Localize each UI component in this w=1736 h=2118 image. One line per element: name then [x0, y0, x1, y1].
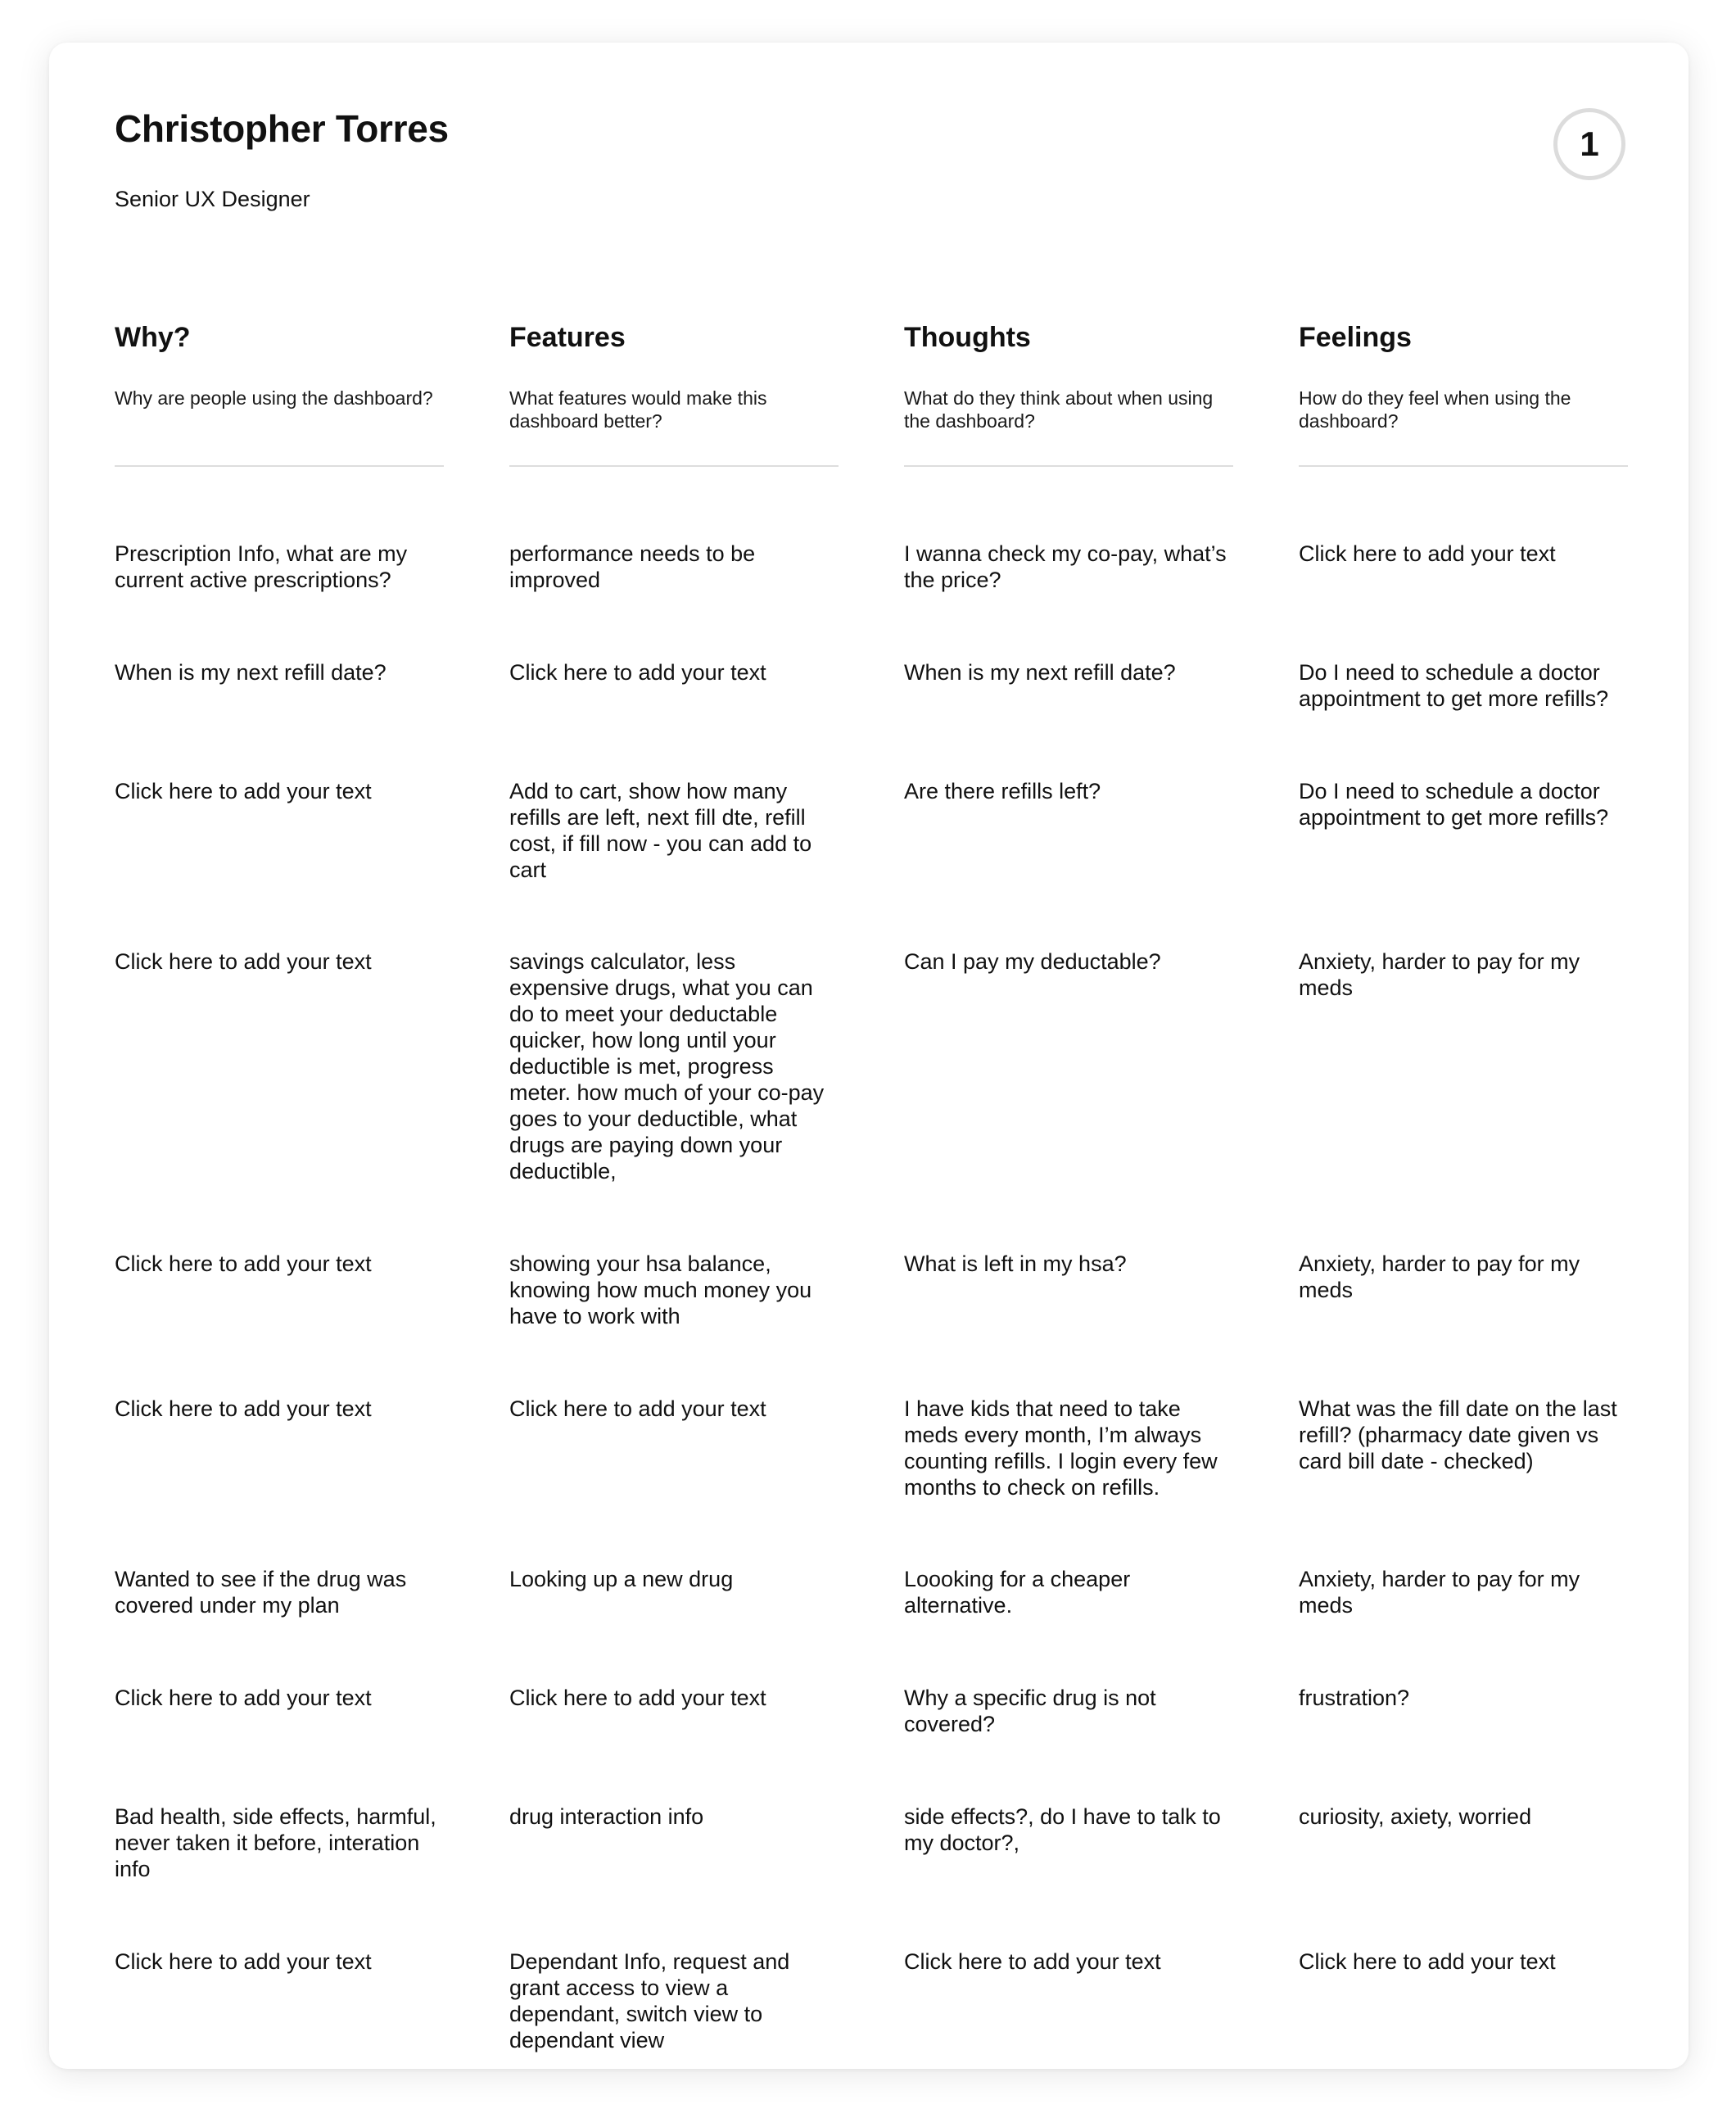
column-subtitle: What features would make this dashboard better? [509, 387, 767, 432]
cell-feelings[interactable]: Click here to add your text [1299, 541, 1556, 566]
column-header-feelings [1299, 280, 1628, 467]
cell-why: Prescription Info, what are my current active prescriptions? [115, 541, 408, 592]
cell-thoughts: I wanna check my co-pay, what’s the price? [904, 541, 1227, 592]
cell-features[interactable]: Click here to add your text [509, 660, 766, 685]
cell-feelings: Anxiety, harder to pay for my meds [1299, 1251, 1580, 1302]
cell-why: When is my next refill date? [115, 660, 387, 685]
column-title: Features [509, 322, 626, 353]
cell-why: Bad health, side effects, harmful, never taken it before, interation info [115, 1804, 436, 1881]
empathy-grid [115, 280, 1623, 2063]
cell-features: Add to cart, show how many refills are left, next fill dte, refill cost, if fill now - you can add to cart [509, 779, 812, 882]
column-subtitle: Why are people using the dashboard? [115, 387, 433, 409]
cell-feelings: Do I need to schedule a doctor appointment to get more refills? [1299, 660, 1609, 711]
cell-feelings[interactable]: Click here to add your text [1299, 1949, 1556, 1974]
column-title: Why? [115, 322, 191, 353]
column-header-why [115, 280, 444, 467]
cell-features[interactable]: Click here to add your text [509, 1396, 766, 1421]
cell-features: showing your hsa balance, knowing how much money you have to work with [509, 1251, 812, 1328]
cell-why[interactable]: Click here to add your text [115, 779, 372, 803]
cell-features[interactable]: Click here to add your text [509, 1686, 766, 1710]
column-title: Thoughts [904, 322, 1031, 353]
cell-feelings: Anxiety, harder to pay for my meds [1299, 949, 1580, 1000]
cell-thoughts: What is left in my hsa? [904, 1251, 1127, 1276]
cell-why[interactable]: Click here to add your text [115, 1686, 372, 1710]
page-number-badge: 1 [1553, 108, 1625, 180]
cell-features: drug interaction info [509, 1804, 704, 1829]
column-header-thoughts [904, 280, 1233, 467]
cell-features: performance needs to be improved [509, 541, 756, 592]
cell-why[interactable]: Click here to add your text [115, 1251, 372, 1276]
cell-feelings: What was the fill date on the last refill? (pharmacy date given vs card bill date - checked) [1299, 1396, 1617, 1473]
cell-features: savings calculator, less expensive drugs, what you can do to meet your deductable quicker, how long until your deductible is met, progress meter. how much of your co-pay goes to your deductible, what drugs are paying down your deductible, [509, 949, 825, 1183]
cell-why[interactable]: Click here to add your text [115, 1949, 372, 1974]
cell-why[interactable]: Click here to add your text [115, 949, 372, 974]
cell-feelings: Do I need to schedule a doctor appointment to get more refills? [1299, 779, 1609, 830]
cell-feelings: frustration? [1299, 1686, 1410, 1710]
cell-thoughts: Can I pay my deductable? [904, 949, 1161, 974]
cell-feelings: curiosity, axiety, worried [1299, 1804, 1532, 1829]
column-header-features [509, 280, 839, 467]
cell-thoughts: Are there refills left? [904, 779, 1101, 803]
persona-card [49, 43, 1689, 2069]
cell-features: Dependant Info, request and grant access to view a dependant, switch view to dependant view [509, 1949, 790, 2052]
column-subtitle: What do they think about when using the dashboard? [904, 387, 1214, 432]
cell-thoughts: side effects?, do I have to talk to my doctor?, [904, 1804, 1221, 1855]
cell-why: Wanted to see if the drug was covered under my plan [115, 1567, 407, 1618]
cell-thoughts: When is my next refill date? [904, 660, 1176, 685]
cell-feelings: Anxiety, harder to pay for my meds [1299, 1567, 1580, 1618]
cell-thoughts: Loooking for a cheaper alternative. [904, 1567, 1131, 1618]
column-title: Feelings [1299, 322, 1412, 353]
column-subtitle: How do they feel when using the dashboard? [1299, 387, 1571, 432]
cell-thoughts: Why a specific drug is not covered? [904, 1686, 1156, 1736]
cell-why[interactable]: Click here to add your text [115, 1396, 372, 1421]
cell-thoughts: I have kids that need to take meds every month, I’m always counting refills. I login every few months to check on refills. [904, 1396, 1218, 1500]
persona-role: Senior UX Designer [115, 187, 310, 211]
cell-thoughts[interactable]: Click here to add your text [904, 1949, 1161, 1974]
persona-name: Christopher Torres [115, 107, 449, 150]
cell-features: Looking up a new drug [509, 1567, 734, 1591]
